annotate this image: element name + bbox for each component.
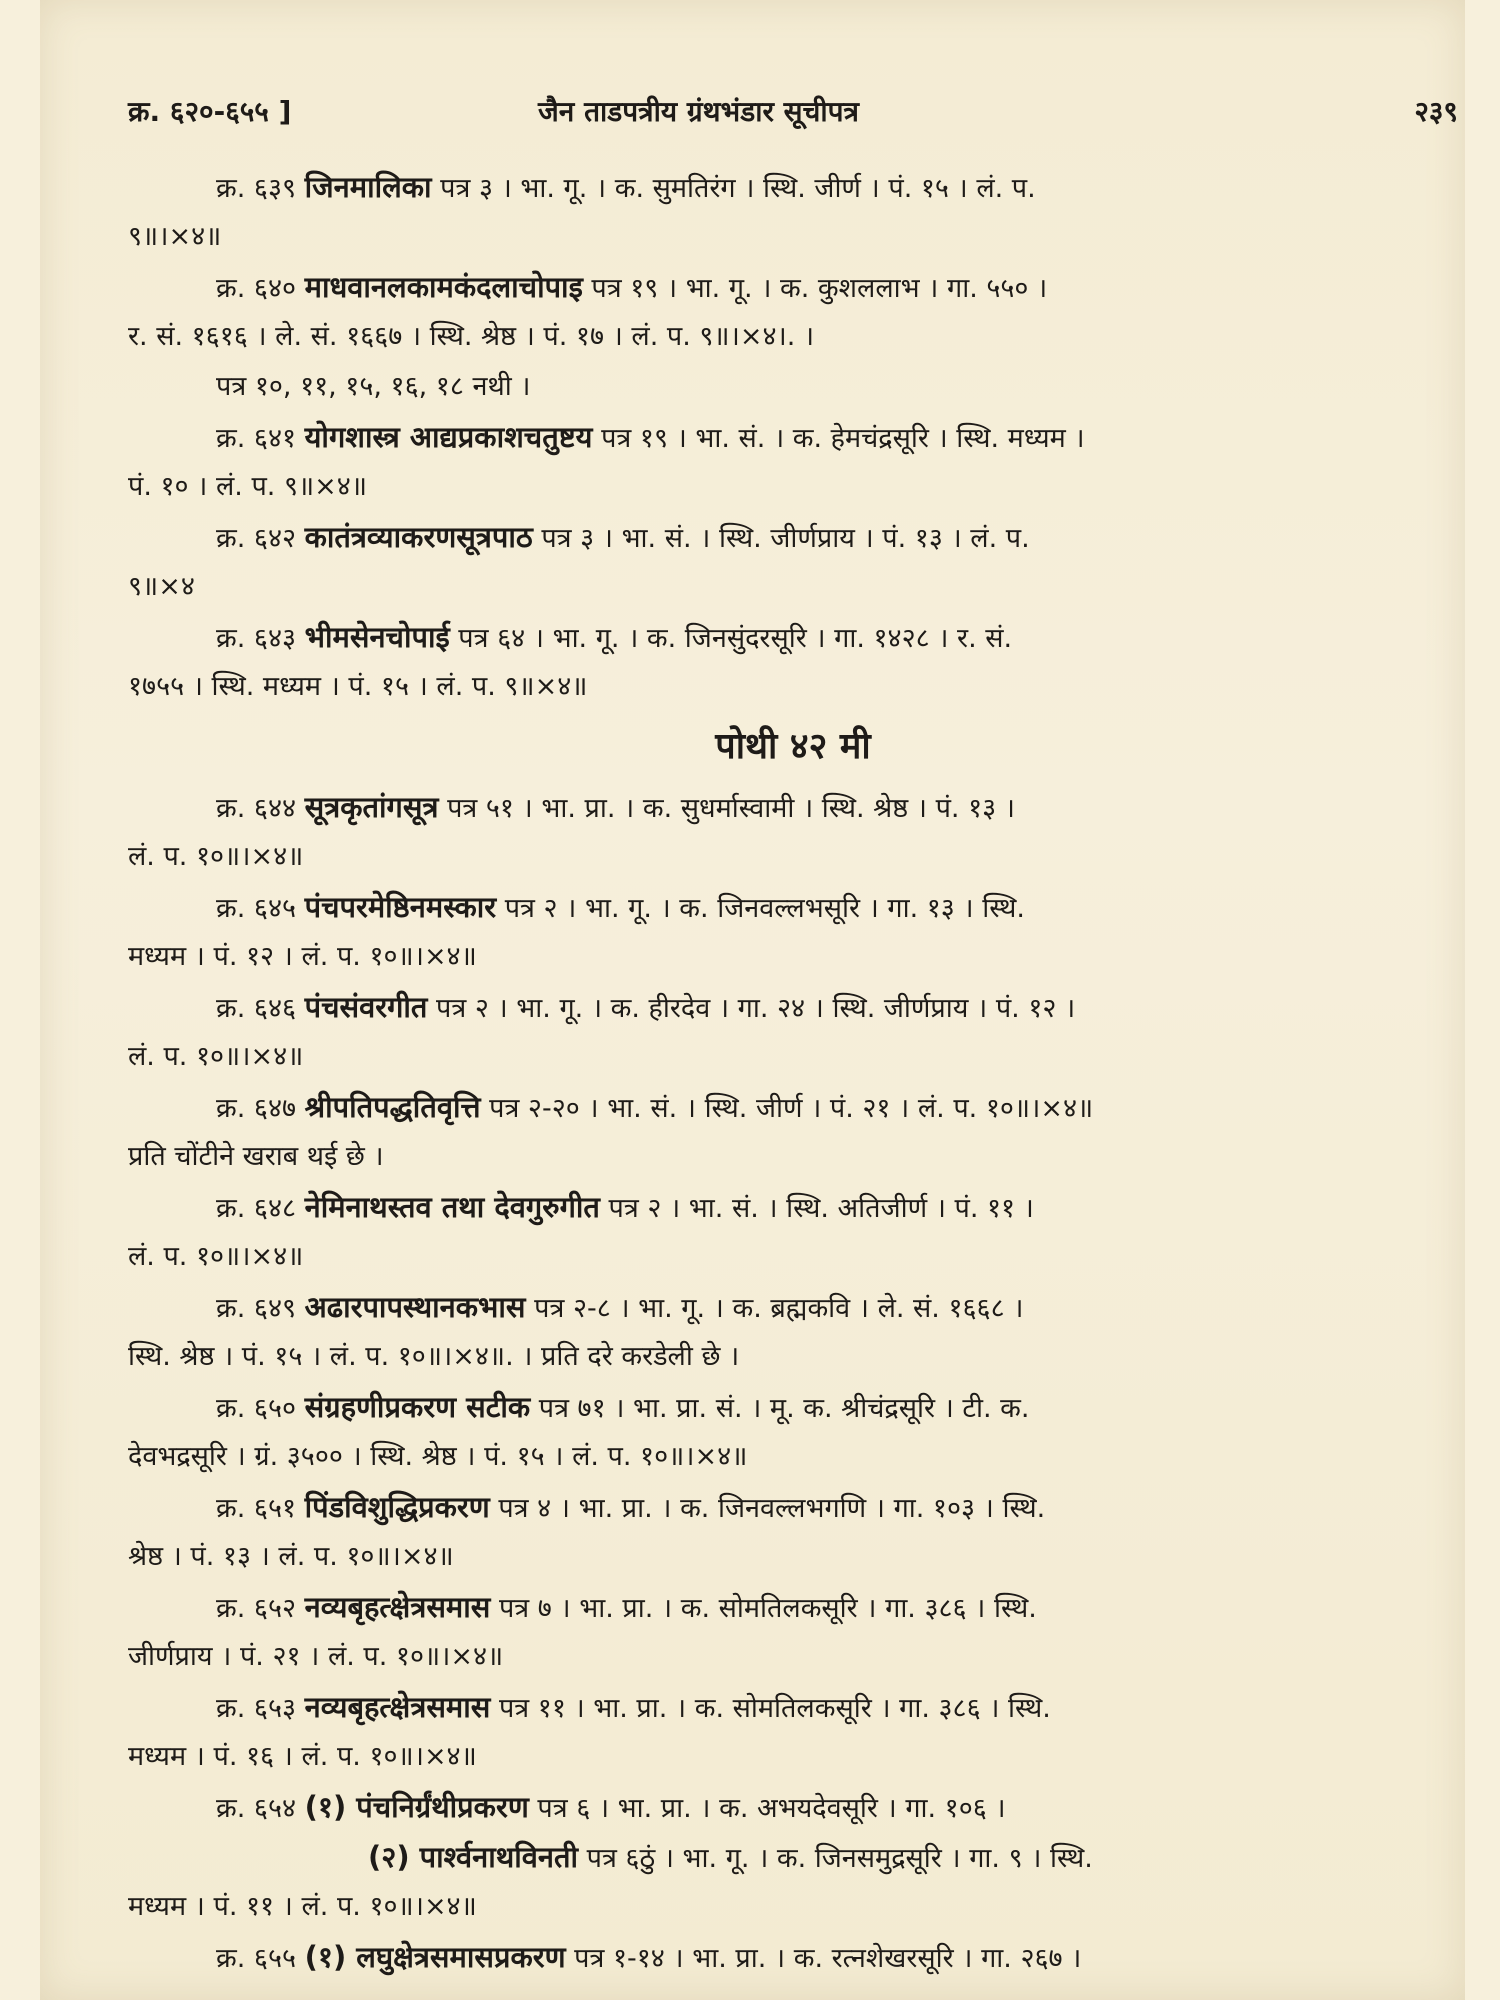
entry-line xyxy=(128,612,1458,662)
entry-line xyxy=(128,1032,1458,1082)
catalog-content xyxy=(128,162,1458,1982)
catalog-entry xyxy=(128,1382,1458,1482)
entry-text: क्र. ६३९ xyxy=(216,173,305,204)
entries-group-a xyxy=(128,162,1458,712)
header-range: क्र. ६२०-६५५ ] xyxy=(128,95,292,128)
entry-line xyxy=(128,1482,1458,1532)
entry-text: श्रेष्ठ । पं. १३ । लं. प. १०॥।×४॥ xyxy=(128,1541,454,1572)
entry-details: पत्र २-२० । भा. सं. । स्थि. जीर्ण । पं. २१ । लं. प. १०॥।×४॥ xyxy=(480,1093,1094,1124)
entry-line xyxy=(128,1232,1458,1282)
entry-line xyxy=(128,512,1458,562)
entry-text: मध्यम । पं. १२ । लं. प. १०॥।×४॥ xyxy=(128,941,477,972)
catalog-entry xyxy=(128,162,1458,262)
entry-line xyxy=(128,1082,1458,1132)
entry-text: क्र. ६५४ xyxy=(216,1793,305,1824)
catalog-entry xyxy=(128,1082,1458,1182)
entry-line xyxy=(128,212,1458,262)
entry-text: र. सं. १६१६ । ले. सं. १६६७ । स्थि. श्रेष्ठ । पं. १७ । लं. प. ९॥।×४।. । xyxy=(128,321,815,352)
catalog-entry xyxy=(128,1282,1458,1382)
header-title: जैन ताडपत्रीय ग्रंथभंडार सूचीपत्र xyxy=(538,95,859,128)
entries-group-b xyxy=(128,782,1458,1982)
entry-line xyxy=(128,462,1458,512)
entry-details: पत्र ३ । भा. गू. । क. सुमतिरंग । स्थि. जीर्ण । पं. १५ । लं. प. xyxy=(431,173,1036,204)
entry-details: पत्र ५१ । भा. प्रा. । क. सुधर्मास्वामी । स्थि. श्रेष्ठ । पं. १३ । xyxy=(438,793,1015,824)
entry-line xyxy=(128,1532,1458,1582)
entry-text: क्र. ६४३ xyxy=(216,623,305,654)
entry-text: क्र. ६५२ xyxy=(216,1593,305,1624)
entry-details: पत्र २ । भा. गू. । क. जिनवल्लभसूरि । गा. १३ । स्थि. xyxy=(496,893,1026,924)
entry-title: पिंडविशुद्धिप्रकरण xyxy=(304,1490,490,1524)
catalog-entry xyxy=(128,412,1458,512)
entry-text: लं. प. १०॥।×४॥ xyxy=(128,841,304,872)
entry-title: योगशास्त्र आद्यप्रकाशचतुष्टय xyxy=(304,420,593,454)
entry-text: क्र. ६४१ xyxy=(216,423,305,454)
entry-title: नव्यबृहत्क्षेत्रसमास xyxy=(304,1590,491,1624)
catalog-entry xyxy=(128,262,1458,412)
page-header xyxy=(128,92,1458,132)
entry-line xyxy=(128,1132,1458,1182)
entry-text: क्र. ६४० xyxy=(216,273,305,304)
entry-line xyxy=(128,162,1458,212)
entry-text: क्र. ६४२ xyxy=(216,523,305,554)
entry-text: पं. १० । लं. प. ९॥×४॥ xyxy=(128,471,367,502)
entry-text: ९॥×४ xyxy=(128,571,195,602)
entry-title: श्रीपतिपद्धतिवृत्ति xyxy=(304,1090,481,1124)
entry-line xyxy=(128,662,1458,712)
entry-text: क्र. ६४८ xyxy=(216,1193,305,1224)
entry-line xyxy=(128,1432,1458,1482)
entry-details: पत्र ६४ । भा. गू. । क. जिनसुंदरसूरि । गा. १४२८ । र. सं. xyxy=(449,623,1013,654)
entry-text: १७५५ । स्थि. मध्यम । पं. १५ । लं. प. ९॥×४॥ xyxy=(128,671,588,702)
entry-line xyxy=(128,412,1458,462)
catalog-entry xyxy=(128,1182,1458,1282)
entry-text: जीर्णप्राय । पं. २१ । लं. प. १०॥।×४॥ xyxy=(128,1641,504,1672)
catalog-entry xyxy=(128,1932,1458,1982)
entry-title: संग्रहणीप्रकरण सटीक xyxy=(304,1390,531,1424)
entry-subitem xyxy=(128,1832,1458,1882)
entry-text: मध्यम । पं. १६ । लं. प. १०॥।×४॥ xyxy=(128,1741,477,1772)
entry-text: क्र. ६४९ xyxy=(216,1293,305,1324)
entry-title: (२) पार्श्वनाथविनती xyxy=(368,1840,579,1874)
entry-title: नेमिनाथस्तव तथा देवगुरुगीत xyxy=(304,1190,600,1224)
entry-title: सूत्रकृतांगसूत्र xyxy=(304,790,439,824)
entry-details: पत्र १९ । भा. सं. । क. हेमचंद्रसूरि । स्थि. मध्यम । xyxy=(592,423,1085,454)
entry-line xyxy=(128,1582,1458,1632)
section-title: पोथी ४२ मी xyxy=(715,726,871,767)
entry-title: (१) लघुक्षेत्रसमासप्रकरण xyxy=(304,1940,566,1974)
catalog-entry xyxy=(128,612,1458,712)
entry-line xyxy=(128,1932,1458,1982)
entry-details: पत्र २-८ । भा. गू. । क. ब्रह्मकवि । ले. सं. १६६८ । xyxy=(525,1293,1024,1324)
entry-title: अढारपापस्थानकभास xyxy=(304,1290,526,1324)
entry-text: क्र. ६४५ xyxy=(216,893,305,924)
entry-title: पंचपरमेष्ठिनमस्कार xyxy=(304,890,497,924)
entry-line xyxy=(128,782,1458,832)
entry-line xyxy=(128,1632,1458,1682)
entry-details: पत्र ३ । भा. सं. । स्थि. जीर्णप्राय । पं. १३ । लं. प. xyxy=(532,523,1030,554)
entry-title: नव्यबृहत्क्षेत्रसमास xyxy=(304,1690,491,1724)
entry-title: (१) पंचनिर्ग्रंथीप्रकरण xyxy=(304,1790,529,1824)
entry-line xyxy=(128,1732,1458,1782)
entry-details: पत्र ६ठुं । भा. गू. । क. जिनसमुद्रसूरि । गा. ९ । स्थि. xyxy=(578,1843,1093,1874)
entry-details: पत्र २ । भा. सं. । स्थि. अतिजीर्ण । पं. ११ । xyxy=(599,1193,1034,1224)
entry-details: पत्र १९ । भा. गू. । क. कुशललाभ । गा. ५५० । xyxy=(582,273,1048,304)
entry-details: पत्र ११ । भा. प्रा. । क. सोमतिलकसूरि । गा. ३८६ । स्थि. xyxy=(490,1693,1051,1724)
entry-details: पत्र ७१ । भा. प्रा. सं. । मू. क. श्रीचंद्रसूरि । टी. क. xyxy=(530,1393,1030,1424)
entry-line xyxy=(128,312,1458,362)
entry-line xyxy=(128,882,1458,932)
entry-text: लं. प. १०॥।×४॥ xyxy=(128,1241,304,1272)
entry-title: कातंत्रव्याकरणसूत्रपाठ xyxy=(304,520,533,554)
entry-title: जिनमालिका xyxy=(304,170,432,204)
entry-line xyxy=(128,262,1458,312)
catalog-entry xyxy=(128,1782,1458,1932)
entry-text: क्र. ६५५ xyxy=(216,1943,305,1974)
entry-line xyxy=(128,1332,1458,1382)
entry-title: माधवानलकामकंदलाचोपाइ xyxy=(304,270,583,304)
entry-line xyxy=(128,1682,1458,1732)
catalog-entry xyxy=(128,782,1458,882)
catalog-entry xyxy=(128,982,1458,1082)
entry-details: पत्र ६ । भा. प्रा. । क. अभयदेवसूरि । गा. १०६ । xyxy=(528,1793,1006,1824)
entry-details: पत्र १-१४ । भा. प्रा. । क. रत्नशेखरसूरि । गा. २६७ । xyxy=(565,1943,1082,1974)
entry-text: देवभद्रसूरि । ग्रं. ३५०० । स्थि. श्रेष्ठ । पं. १५ । लं. प. १०॥।×४॥ xyxy=(128,1441,748,1472)
entry-line xyxy=(128,932,1458,982)
entry-line: मध्यम । पं. ११ । लं. प. १०॥।×४॥ xyxy=(128,1891,477,1922)
book-page xyxy=(40,0,1465,2000)
entry-details: पत्र २ । भा. गू. । क. हीरदेव । गा. २४ । स्थि. जीर्णप्राय । पं. १२ । xyxy=(427,993,1076,1024)
entry-details: पत्र ७ । भा. प्रा. । क. सोमतिलकसूरि । गा. ३८६ । स्थि. xyxy=(490,1593,1037,1624)
entry-note: पत्र १०, ११, १५, १६, १८ नथी । xyxy=(216,371,531,402)
entry-text: क्र. ६४६ xyxy=(216,993,305,1024)
entry-line xyxy=(128,1182,1458,1232)
entry-title: भीमसेनचोपाई xyxy=(304,620,450,654)
entry-title: पंचसंवरगीत xyxy=(304,990,428,1024)
entry-line xyxy=(128,982,1458,1032)
entry-line xyxy=(128,832,1458,882)
catalog-entry xyxy=(128,1482,1458,1582)
entry-line xyxy=(128,1782,1458,1832)
entry-line xyxy=(128,1382,1458,1432)
entry-text: क्र. ६४४ xyxy=(216,793,305,824)
catalog-entry xyxy=(128,512,1458,612)
entry-text: क्र. ६५३ xyxy=(216,1693,305,1724)
catalog-entry xyxy=(128,1682,1458,1782)
entry-text: लं. प. १०॥।×४॥ xyxy=(128,1041,304,1072)
entry-text: प्रति चोंटीने खराब थई छे । xyxy=(128,1141,384,1172)
entry-text: क्र. ६४७ xyxy=(216,1093,305,1124)
entry-details: पत्र ४ । भा. प्रा. । क. जिनवल्लभगणि । गा. १०३ । स्थि. xyxy=(489,1493,1046,1524)
entry-line xyxy=(128,1282,1458,1332)
entry-text: क्र. ६५० xyxy=(216,1393,305,1424)
page-number: २३९ xyxy=(1414,95,1458,128)
entry-text: स्थि. श्रेष्ठ । पं. १५ । लं. प. १०॥।×४॥. । प्रति दरे करडेली छे । xyxy=(128,1341,740,1372)
catalog-entry xyxy=(128,1582,1458,1682)
entry-text: ९॥।×४॥ xyxy=(128,221,222,252)
entry-line xyxy=(128,562,1458,612)
catalog-entry xyxy=(128,882,1458,982)
entry-text: क्र. ६५१ xyxy=(216,1493,305,1524)
